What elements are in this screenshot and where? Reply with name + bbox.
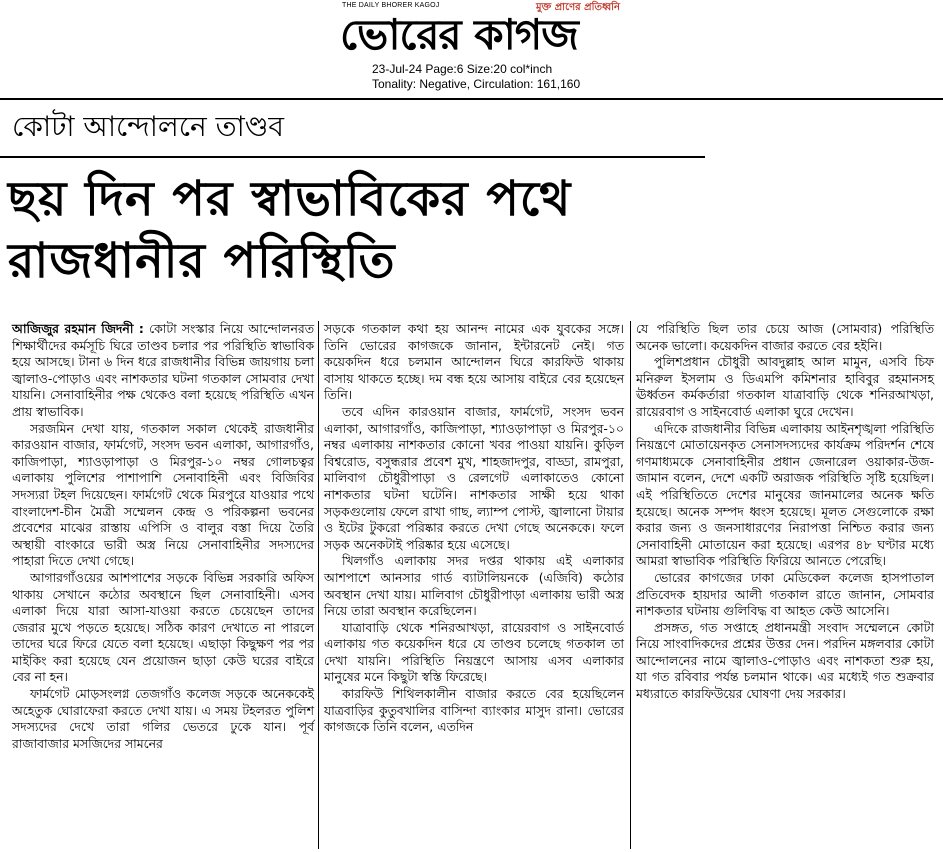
article-kicker: কোটা আন্দোলনে তাণ্ডব	[12, 110, 285, 143]
column-2-paragraph-1: সড়কে গতকাল কথা হয় আনন্দ নামের এক যুবকের সঙ্গে। তিনি ভোরের কাগজকে জানান, ইন্টারনেট নেই। গত কয়েকদিন ধরে চলমান আন্দোলন ঘিরে কারফিউ থাকায় বাসায় থাকতে হচ্ছে। দম বন্ধ হয়ে আসায় বাইরে বের হয়েছেন তিনি।	[324, 321, 624, 403]
headline-line-1: ছয় দিন পর স্বাভাবিকের পথে	[8, 171, 572, 227]
masthead-logo-text: ভোরের কাগজ	[340, 10, 578, 59]
column-1-paragraph-1	[12, 321, 314, 421]
masthead-divider	[0, 98, 943, 100]
newspaper-logo	[330, 0, 620, 64]
clipping-date-page-size: 23-Jul-24 Page:6 Size:20 col*inch	[372, 62, 553, 76]
article-column-2	[324, 321, 624, 736]
byline: আজিজুর রহমান জিদনী :	[12, 321, 144, 336]
article-column-3	[636, 321, 934, 703]
clipping-tonality-circulation: Tonality: Negative, Circulation: 161,160	[372, 77, 581, 91]
column-divider-1	[318, 321, 319, 849]
masthead-tagline: মুক্ত প্রাণের প্রতিধ্বনি	[535, 2, 620, 13]
column-1-paragraph-2: সরজমিন দেখা যায়, গতকাল সকাল থেকেই রাজধানীর কারওয়ান বাজার, ফার্মগেট, সংসদ ভবন এলাকা, আগারগাঁও, কাজিপাড়া, শ্যাওড়াপাড়া ও মিরপুর-১০ নম্বর গোলচত্বর এলাকায় পুলিশের পাশাপাশি সেনাবাহিনী এবং বিজিবির সদস্যরা টহল দিয়েছেন। ফার্মগেট থেকে মিরপুরে যাওয়ার পথে বাংলাদেশ-চীন মৈত্রী সম্মেলন কেন্দ্র ও পরিকল্পনা ভবনের প্রবেশের মাঝের রাস্তায় এপিসি ও বালুর বস্তা দিয়ে তৈরি অস্থায়ী বাংকারে ভারী অস্ত্র নিয়ে সেনাবাহিনীর সদস্যদের পাহারা দিতে দেখা গেছে।	[12, 420, 314, 569]
column-2-paragraph-3: খিলগাঁও এলাকায় সদর দপ্তর থাকায় এই এলাকার আশপাশে আনসার গার্ড ব্যাটালিয়নকে (এজিবি) কঠোর অবস্থান দেখা যায়। মালিবাগ চৌধুরীপাড়া এলাকায় ভারী অস্ত্র নিয়ে তারা অবস্থান করেছিলেন।	[324, 553, 624, 619]
column-1-paragraph-4: ফার্মগেট মোড়সংলগ্ন তেজগাঁও কলেজ সড়কে অনেককেই অহেতুক ঘোরাফেরা করতে দেখা যায়। এ সময় টহলরত পুলিশ সদস্যদের দেখে তারা গলির ভেতরে ঢুকে যান। পূর্ব রাজাবাজার মসজিদের সামনের	[12, 686, 314, 751]
masthead	[0, 0, 943, 96]
headline-line-2: রাজধানীর পরিস্থিতি	[8, 233, 396, 289]
column-3-paragraph-3: এদিকে রাজধানীর বিভিন্ন এলাকায় আইনশৃঙ্খলা পরিস্থিতি নিয়ন্ত্রণে মোতায়েনকৃত সেনাসদস্যদের কার্যক্রম পরিদর্শন শেষে গণমাধ্যমকে সেনাবাহিনীর প্রধান জেনারেল ওয়াকার-উজ-জামান বলেন, দেশে একটি অরাজক পরিস্থিতি সৃষ্টি হয়েছিল। এই পরিস্থিতিতে দেশের মানুষের জানমালের অনেক ক্ষতি হয়েছে। অনেক সম্পদ ধ্বংস হয়েছে। মূলত সেগুলোকে রক্ষা করার জন্য ও জনসাধারণের নিরাপত্তা নিশ্চিত করার জন্য সেনাবাহিনী মোতায়েন করা হয়েছে। এরপর ৪৮ ঘণ্টার মধ্যে আমরা স্বাভাবিক পরিস্থিতি ফিরিয়ে আনতে পেরেছি।	[636, 420, 934, 569]
column-1-paragraph-1-text: কোটা সংস্কার নিয়ে আন্দোলনরত শিক্ষার্থীদের কর্মসূচি ঘিরে তাণ্ডব চলার পর পরিস্থিতি স্বাভাবিক হয়ে আসছে। টানা ৬ দিন ধরে রাজধানীর বিভিন্ন জায়গায় চলা জ্বালাও-পোড়াও এবং নাশকতার ঘটনা গতকাল সোমবার দেখা যায়নি। সেনাবাহিনীর পক্ষ থেকেও বলা হয়েছে পরিস্থিতি এখন প্রায় স্বাভাবিক।	[12, 321, 315, 419]
column-1-paragraph-3: আগারগাঁওয়ের আশপাশের সড়কে বিভিন্ন সরকারি অফিস থাকায় সেখানে কঠোর অবস্থানে ছিল সেনাবাহিনী। এসব এলাকা দিয়ে যারা আসা-যাওয়া করতে চেয়েছেন তাদের জেরার মুখে পড়তে হয়েছে। সঠিক কারণ দেখাতে না পারলে তাদের ঘরে ফিরে যেতে বলা হয়েছে। এছাড়া কিছুক্ষণ পর পর মাইকিং করা হয়েছে যেন প্রয়োজন ছাড়া কেউ ঘরের বাইরে বের না হন।	[12, 569, 314, 685]
column-3-paragraph-5: প্রসঙ্গত, গত সপ্তাহে প্রধানমন্ত্রী সংবাদ সম্মেলনে কোটা নিয়ে সাংবাদিকদের প্রশ্নের উত্তর দেন। পরদিন মঙ্গলবার কোটা আন্দোলনের নামে জ্বালাও-পোড়াও এবং নাশকতা শুরু হয়, যা গত রবিবার পর্যন্ত চলমান থাকে। এর মধ্যেই গত শুক্রবার মধ্যরাতে কারফিউয়ের ঘোষণা দেয় সরকার।	[636, 619, 934, 702]
masthead-english-name: THE DAILY BHORER KAGOJ	[342, 2, 440, 9]
clipping-metadata	[372, 62, 580, 92]
kicker-divider	[0, 156, 705, 158]
column-2-paragraph-4: যাত্রাবাড়ি থেকে শনিরআখড়া, রায়েরবাগ ও সাইনবোর্ড এলাকায় গত কয়েকদিন ধরে যে তাণ্ডব চলেছে গতকাল তা দেখা যায়নি। পরিস্থিতি নিয়ন্ত্রণে আসায় এসব এলাকার মানুষের মনে কিছুটা স্বস্তি ফিরেছে।	[324, 619, 624, 685]
article-column-1	[12, 321, 314, 752]
column-3-paragraph-4: ভোরের কাগজের ঢাকা মেডিকেল কলেজ হাসপাতাল প্রতিবেদক হায়দার আলী গতকাল রাতে জানান, সোমবার নাশকতার ঘটনায় গুলিবিদ্ধ বা আহত কেউ আসেনি।	[636, 569, 934, 619]
column-2-paragraph-5: কারফিউ শিথিলকালীন বাজার করতে বের হয়েছিলেন যাত্রবাড়ির কুতুবখালির বাসিন্দা ব্যাংকার মাসুদ রানা। ভোরের কাগজকে তিনি বলেন, এতদিন	[324, 686, 624, 735]
column-2-paragraph-2: তবে এদিন কারওয়ান বাজার, ফার্মগেট, সংসদ ভবন এলাকা, আগারগাঁও, কাজিপাড়া, শ্যাওড়াপাড়া ও মিরপুর-১০ নম্বর এলাকায় নাশকতার কোনো খবর পাওয়া যায়নি। কুড়িল বিশ্বরোড, বসুন্ধরার প্রবেশ মুখ, শাহজাদপুর, বাড্ডা, রামপুরা, মালিবাগ চৌধুরীপাড়া ও রেলগেট এলাকাতেও কোনো নাশকতার ঘটনা ঘটেনি। নাশকতার সাক্ষী হয়ে থাকা সড়কগুলোয় ফেলে রাখা গাছ, ল্যাম্প পোস্ট, জ্বালানো টায়ার ও ইটের টুকরো পরিষ্কার করতে দেখা গেছে অনেককে। ফলে সড়ক অনেকটাই পরিষ্কার হয়ে এসেছে।	[324, 403, 624, 552]
column-3-paragraph-1: যে পরিস্থিতি ছিল তার চেয়ে আজ (সোমবার) পরিস্থিতি অনেক ভালো। কয়েকদিন বাজার করতে বের হইনি।	[636, 321, 934, 353]
column-divider-2	[630, 321, 631, 849]
article-headline	[8, 168, 571, 292]
column-3-paragraph-2: পুলিশপ্রধান চৌধুরী আবদুল্লাহ আল মামুন, এসবি চিফ মনিরুল ইসলাম ও ডিএমপি কমিশনার হাবিবুর রহমানসহ ঊর্ধ্বতন কর্মকর্তারা গতকাল যাত্রাবাড়ি থেকে শনিরআখড়া, রায়েরবাগ ও সাইনবোর্ড এলাকা ঘুরে দেখেন।	[636, 354, 934, 419]
